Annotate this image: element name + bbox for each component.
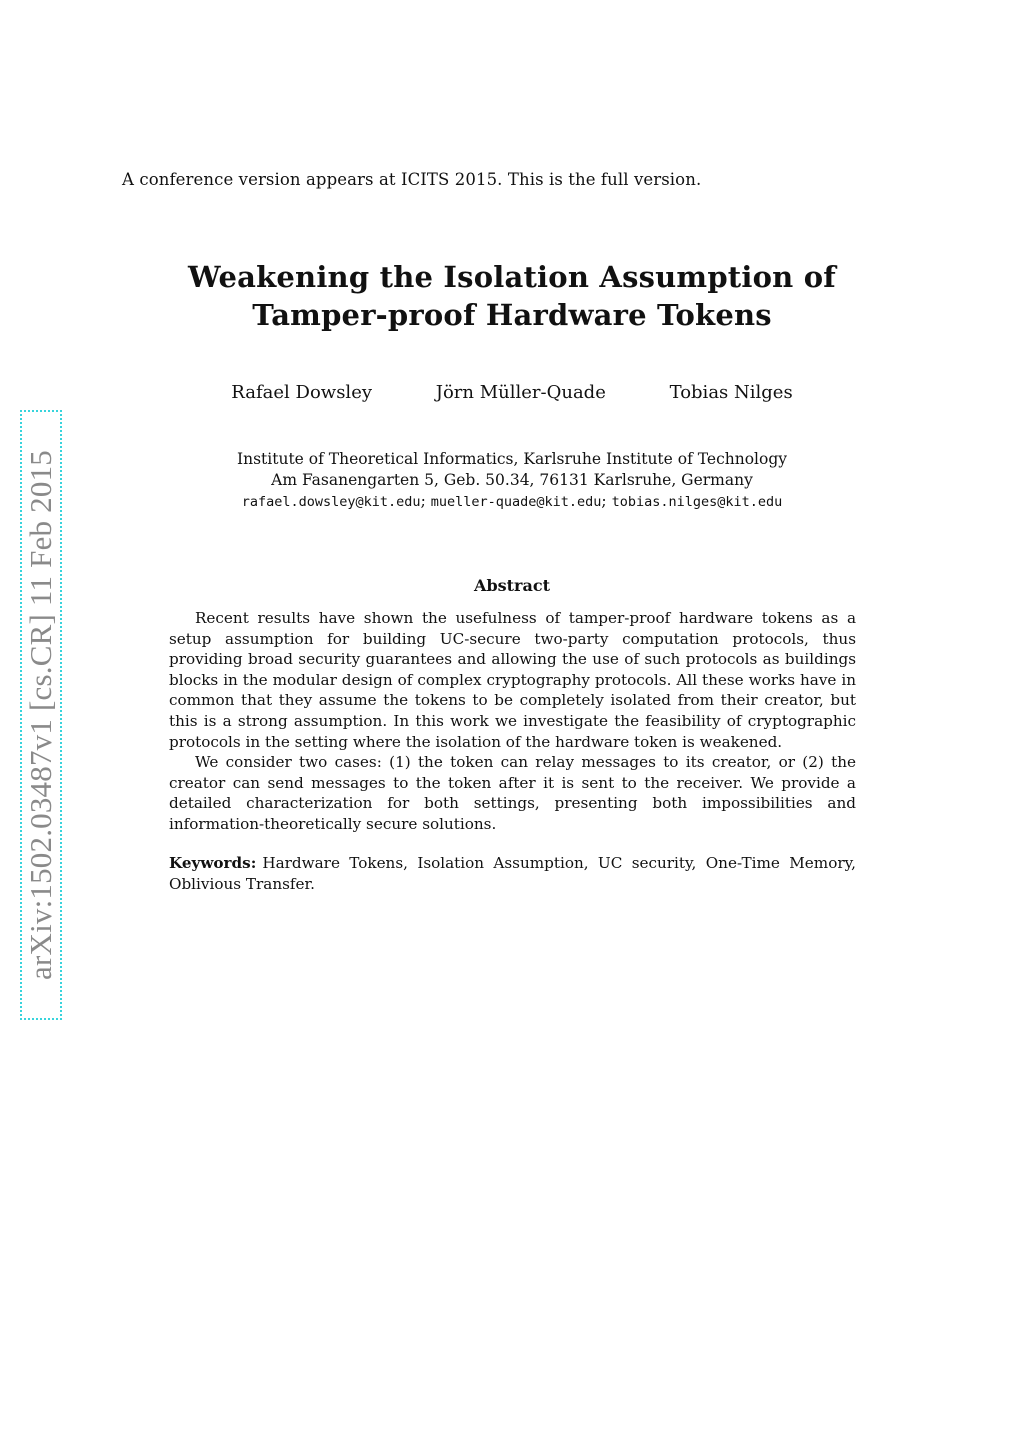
title-line-1: Weakening the Isolation Assumption of [188,260,836,294]
affiliation-emails [0,491,1024,513]
email-separator: ; [420,492,431,510]
author-name: Rafael Dowsley [231,382,373,403]
abstract-heading: Abstract [474,576,550,595]
keywords [169,853,856,894]
conference-note: A conference version appears at ICITS 2015. This is the full version. [122,170,702,189]
keywords-text: Hardware Tokens, Isolation Assumption, UC security, One-Time Memory, Oblivious Transfer. [169,854,856,893]
title-line-2: Tamper-proof Hardware Tokens [252,298,772,332]
arxiv-stamp[interactable] [20,410,62,1020]
affiliation-address: Am Fasanengarten 5, Geb. 50.34, 76131 Karlsruhe, Germany [271,471,753,489]
email-separator: ; [601,492,612,510]
author-list [0,382,1024,403]
author-name: Jörn Müller-Quade [435,382,606,403]
abstract-paragraph: We consider two cases: (1) the token can relay messages to its creator, or (2) the creator can send messages to the token after it is sent to the receiver. We provide a detailed characterization for both settings, presenting both impossibilities and information-theoretically secure solutions. [169,753,856,833]
abstract-paragraph: Recent results have shown the usefulness of tamper-proof hardware tokens as a setup assumption for building UC-secure two-party computation protocols, thus providing broad security guarantees and allowing the use of such protocols as buildings blocks in the modular design of complex cryptography protocols. All these works have in common that they assume the tokens to be completely isolated from their creator, but this is a strong assumption. In this work we investigate the feasibility of cryptographic protocols in the setting where the isolation of the hardware token is weakened. [169,609,856,751]
affiliation [0,449,1024,513]
paper-title [0,258,1024,334]
abstract-body [169,608,856,835]
email-link[interactable]: rafael.dowsley@kit.edu [241,494,421,510]
email-link[interactable]: tobias.nilges@kit.edu [611,494,783,510]
author-name: Tobias Nilges [669,382,793,403]
arxiv-stamp-text: arXiv:1502.03487v1 [cs.CR] 11 Feb 2015 [23,450,58,980]
email-link[interactable]: mueller-quade@kit.edu [430,494,602,510]
keywords-label: Keywords: [169,854,257,872]
affiliation-institute: Institute of Theoretical Informatics, Karlsruhe Institute of Technology [236,450,788,468]
